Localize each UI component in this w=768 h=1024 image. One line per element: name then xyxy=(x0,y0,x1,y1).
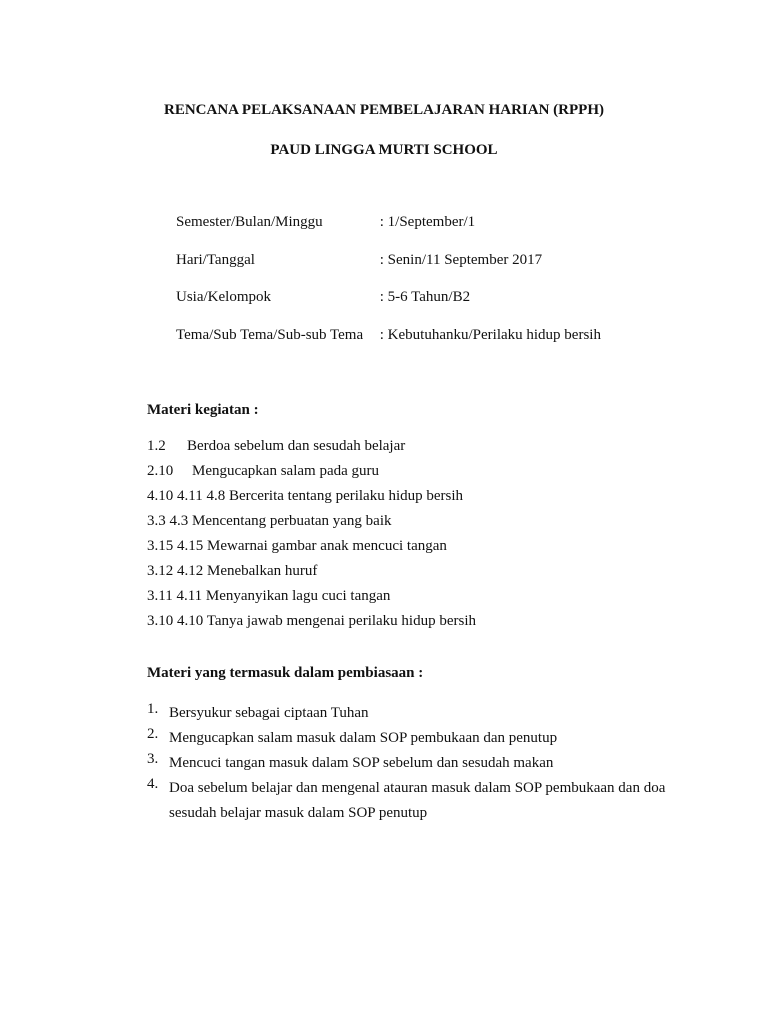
materi-code: 4.10 4.11 4.8 xyxy=(147,488,226,504)
materi-text: Mengucapkan salam pada guru xyxy=(192,463,380,479)
pembiasaan-text: Mencuci tangan masuk dalam SOP sebelum dan sesudah makan xyxy=(169,755,554,771)
pembiasaan-number: 1. xyxy=(147,701,159,717)
info-value: : Kebutuhanku/Perilaku hidup bersih xyxy=(379,327,601,343)
pembiasaan-heading: Materi yang termasuk dalam pembiasaan : xyxy=(147,665,424,681)
pembiasaan-text: Bersyukur sebagai ciptaan Tuhan xyxy=(169,705,369,721)
materi-code: 3.15 4.15 xyxy=(147,538,204,554)
materi-text: Mencentang perbuatan yang baik xyxy=(192,513,392,529)
materi-text: Tanya jawab mengenai perilaku hidup bersih xyxy=(206,613,477,629)
materi-item xyxy=(147,613,476,630)
materi-item xyxy=(147,538,447,555)
pembiasaan-number: 4. xyxy=(147,776,159,792)
info-value: : 1/September/1 xyxy=(379,214,476,230)
materi-text: Menyanyikan lagu cuci tangan xyxy=(205,588,391,604)
materi-code: 3.12 4.12 xyxy=(147,563,204,579)
materi-item xyxy=(147,513,392,530)
info-value: : Senin/11 September 2017 xyxy=(379,252,543,268)
pembiasaan-number: 3. xyxy=(147,751,159,767)
materi-item xyxy=(147,463,379,480)
info-label: Tema/Sub Tema/Sub-sub Tema xyxy=(176,327,364,343)
materi-code: 3.3 4.3 xyxy=(147,513,189,529)
materi-text: Bercerita tentang perilaku hidup bersih xyxy=(228,488,464,504)
materi-code: 3.10 4.10 xyxy=(147,613,204,629)
pembiasaan-item xyxy=(147,751,667,776)
materi-item xyxy=(147,563,317,580)
materi-text: Berdoa sebelum dan sesudah belajar xyxy=(187,438,406,454)
pembiasaan-number: 2. xyxy=(147,726,159,742)
materi-text: Menebalkan huruf xyxy=(207,563,318,579)
materi-kegiatan-heading: Materi kegiatan : xyxy=(147,402,259,418)
info-row-theme xyxy=(176,327,601,344)
pembiasaan-item xyxy=(147,776,667,826)
materi-text: Mewarnai gambar anak mencuci tangan xyxy=(207,538,447,554)
info-row-age-group xyxy=(176,289,470,306)
pembiasaan-item xyxy=(147,701,667,726)
school-name: PAUD LINGGA MURTI SCHOOL xyxy=(270,142,498,158)
materi-code: 3.11 4.11 xyxy=(147,588,203,604)
materi-item xyxy=(147,488,463,505)
info-value: : 5-6 Tahun/B2 xyxy=(379,289,471,305)
pembiasaan-text: Mengucapkan salam masuk dalam SOP pembukaan dan penutup xyxy=(169,730,558,746)
pembiasaan-item xyxy=(147,726,667,751)
materi-item xyxy=(147,588,390,605)
info-label: Semester/Bulan/Minggu xyxy=(176,214,323,230)
materi-code: 2.10 xyxy=(147,463,174,479)
materi-code: 1.2 xyxy=(147,438,166,454)
info-row-date xyxy=(176,252,542,269)
materi-item xyxy=(147,438,405,455)
info-row-semester xyxy=(176,214,475,231)
document-title: RENCANA PELAKSANAAN PEMBELAJARAN HARIAN (RPPH) xyxy=(163,102,604,118)
info-label: Hari/Tanggal xyxy=(176,252,255,268)
info-label: Usia/Kelompok xyxy=(176,289,271,305)
pembiasaan-text: Doa sebelum belajar dan mengenal atauran masuk dalam SOP pembukaan dan doa sesudah belajar masuk dalam SOP penutup xyxy=(169,780,666,821)
